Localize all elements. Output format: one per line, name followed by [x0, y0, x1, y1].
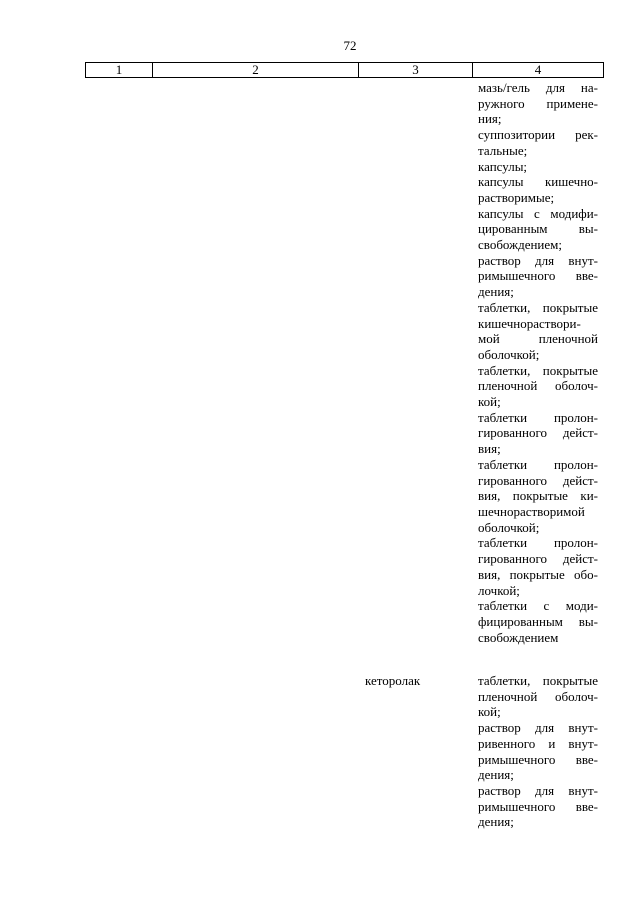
dosage-form-line: вия;: [478, 441, 501, 457]
dosage-form-line: таблетки пролон-: [478, 409, 598, 425]
dosage-form-line: свобождением: [478, 629, 559, 645]
table-header: [85, 62, 604, 78]
dosage-form-line: кой;: [478, 704, 501, 720]
dosage-form-line: гированного дейст-: [478, 551, 598, 567]
dosage-form-line: таблетки, покрытые: [478, 362, 598, 378]
column-header-2: 2: [153, 63, 359, 78]
dosage-form-line: шечнорастворимой: [478, 503, 585, 519]
dosage-form-line: таблетки пролон-: [478, 456, 598, 472]
page-number: 72: [343, 38, 357, 53]
dosage-form-line: вия, покрытые обо-: [478, 566, 598, 582]
column-header-3: 3: [359, 63, 473, 78]
dosage-form-line: пленочной оболоч-: [478, 378, 598, 394]
dosage-form-line: капсулы кишечно-: [478, 174, 598, 190]
dosage-form-line: растворимые;: [478, 189, 555, 205]
dosage-form-line: таблетки, покрытые: [478, 673, 598, 688]
dosage-form-line: свобождением;: [478, 237, 562, 253]
dosage-form-line: пленочной оболоч-: [478, 688, 598, 704]
dosage-form-line: оболочкой;: [478, 519, 540, 535]
dosage-form-line: капсулы с модифи-: [478, 205, 598, 221]
dosage-form-line: мазь/гель для на-: [478, 80, 598, 95]
dosage-form-line: мой пленочной: [478, 331, 598, 347]
dosage-form-line: таблетки, покрытые: [478, 299, 598, 315]
dosage-form-line: цированным вы-: [478, 221, 598, 237]
column-header-4: 4: [473, 63, 604, 78]
dosage-forms-cell: [478, 80, 598, 645]
dosage-form-line: римышечного вве-: [478, 798, 598, 814]
dosage-form-line: таблетки с моди-: [478, 598, 598, 614]
dosage-form-line: дения;: [478, 767, 514, 783]
dosage-form-line: ружного примене-: [478, 95, 598, 111]
dosage-form-line: фицированным вы-: [478, 613, 598, 629]
dosage-form-line: таблетки пролон-: [478, 535, 598, 551]
table-header-row: [86, 63, 604, 78]
dosage-forms-cell: [478, 673, 598, 830]
dosage-form-line: вия, покрытые ки-: [478, 488, 598, 504]
dosage-form-line: кишечнораствори-: [478, 315, 581, 331]
dosage-form-line: капсулы;: [478, 158, 528, 174]
dosage-form-line: раствор для внут-: [478, 720, 598, 736]
dosage-form-line: дения;: [478, 814, 514, 830]
dosage-form-line: гированного дейст-: [478, 425, 598, 441]
dosage-form-line: римышечного вве-: [478, 751, 598, 767]
dosage-form-line: тальные;: [478, 142, 528, 158]
dosage-form-line: суппозитории рек-: [478, 127, 598, 143]
dosage-form-line: лочкой;: [478, 582, 520, 598]
dosage-form-line: римышечного вве-: [478, 268, 598, 284]
dosage-form-line: оболочкой;: [478, 346, 540, 362]
dosage-form-line: раствор для внут-: [478, 782, 598, 798]
dosage-form-line: гированного дейст-: [478, 472, 598, 488]
drug-name-ketorolac: кеторолак: [365, 673, 421, 688]
column-header-1: 1: [86, 63, 153, 78]
dosage-form-line: раствор для внут-: [478, 252, 598, 268]
dosage-form-line: ния;: [478, 111, 502, 127]
dosage-form-line: дения;: [478, 284, 514, 300]
dosage-form-line: кой;: [478, 394, 501, 410]
dosage-form-line: ривенного и внут-: [478, 735, 598, 751]
